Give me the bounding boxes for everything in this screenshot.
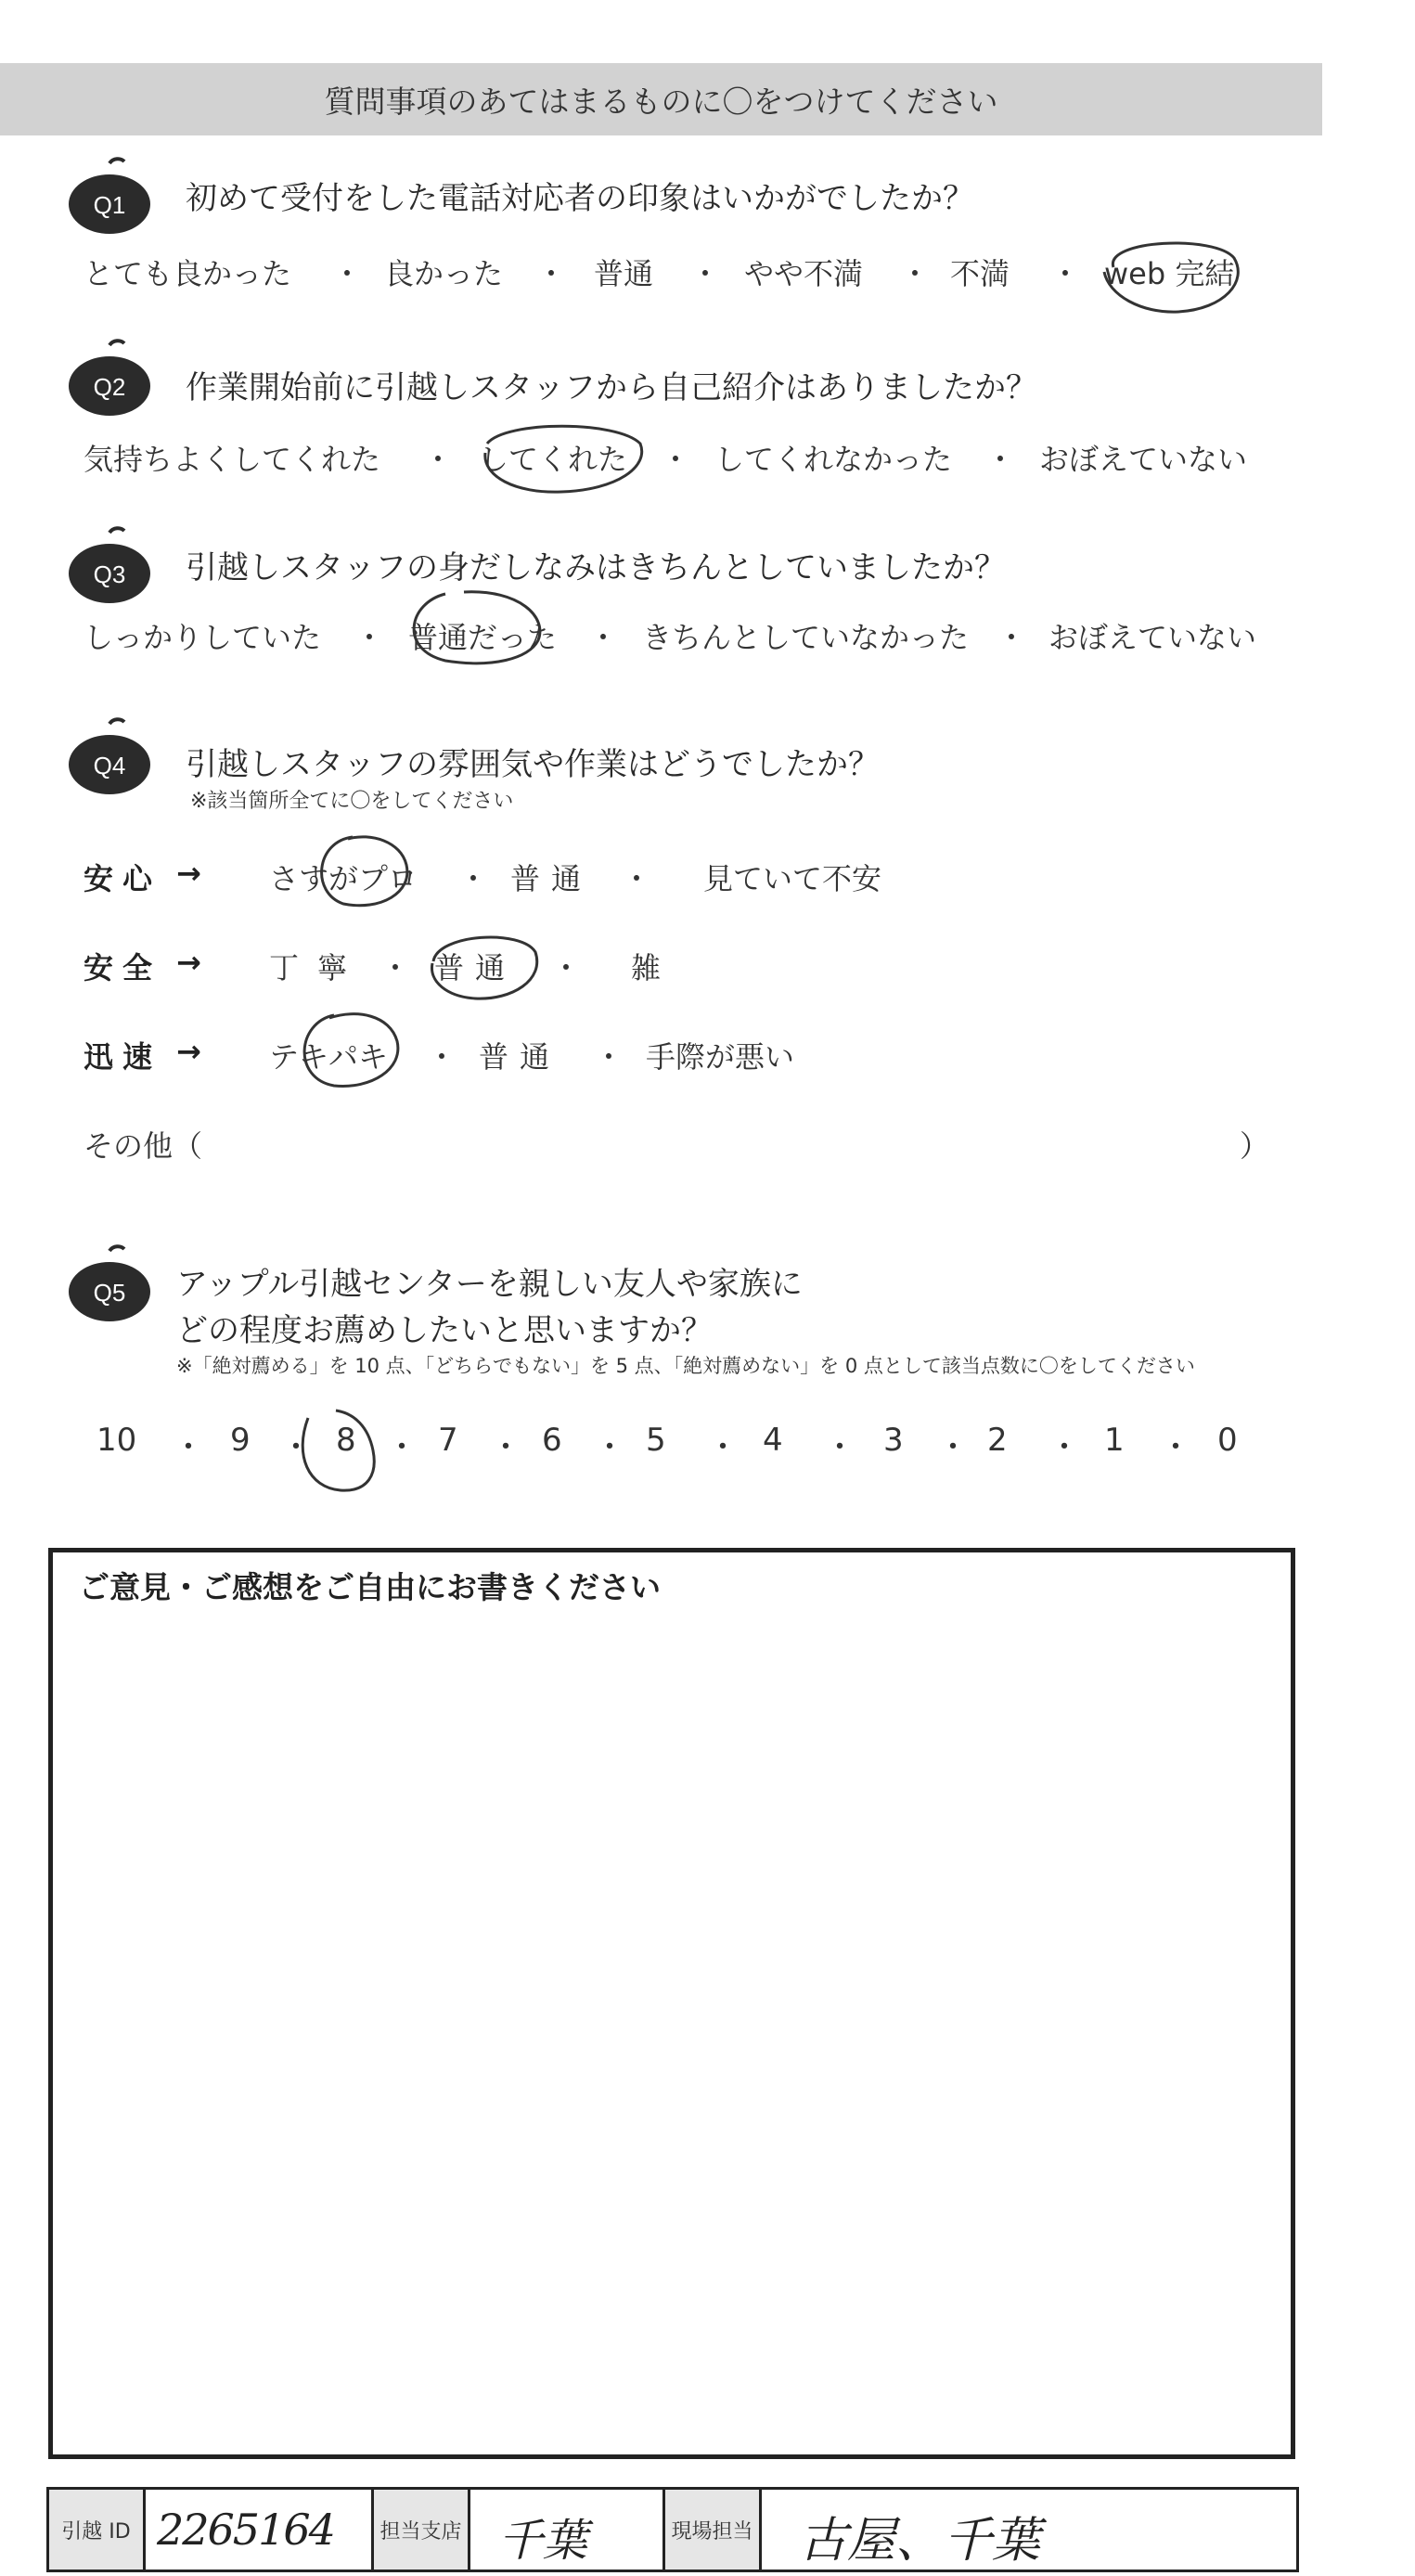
q1-option-1[interactable]: とても良かった bbox=[84, 256, 292, 291]
q4-anshin-option-1[interactable]: さすがプロ bbox=[269, 861, 418, 896]
q5-score-7[interactable]: 7 bbox=[438, 1422, 458, 1459]
q4-question: 引越しスタッフの雰囲気や作業はどうでしたか？ bbox=[186, 746, 880, 783]
q1-option-3[interactable]: 普通 bbox=[594, 256, 654, 291]
q1-separator: ・ bbox=[1050, 256, 1081, 291]
staff-label bbox=[665, 2490, 762, 2570]
q3-option-1[interactable]: しっかりしていた bbox=[84, 620, 322, 655]
q4-other-label: その他（ bbox=[84, 1128, 203, 1164]
q4-jinsoku-option-3[interactable]: 手際が悪い bbox=[646, 1039, 795, 1075]
comments-box[interactable] bbox=[48, 1548, 1295, 2459]
q4-separator: ・ bbox=[594, 1039, 624, 1075]
q4-row-jinsoku-label: 迅速 bbox=[84, 1039, 162, 1075]
q4-other-input[interactable] bbox=[223, 1119, 1225, 1160]
q2-option-1[interactable]: 気持ちよくしてくれた bbox=[84, 442, 381, 477]
q2-apple-icon bbox=[65, 338, 154, 419]
move-id-label bbox=[49, 2490, 146, 2570]
q4-row-anzen-arrow: → bbox=[176, 945, 201, 980]
move-id-value-cell bbox=[146, 2490, 374, 2570]
q5-separator: ・ bbox=[173, 1429, 204, 1466]
q4-note: ※該当箇所全てに〇をしてください bbox=[190, 790, 514, 813]
q4-anshin-option-2[interactable]: 普通 bbox=[510, 861, 593, 896]
q5-separator: ・ bbox=[594, 1429, 625, 1466]
q2-badge-label: Q2 bbox=[93, 373, 126, 401]
q3-question: 引越しスタッフの身だしなみはきちんとしていましたか？ bbox=[186, 549, 1006, 586]
instructions-title: 質問事項のあてはまるものに〇をつけてください bbox=[324, 83, 998, 120]
q5-separator: ・ bbox=[386, 1429, 418, 1466]
q1-badge-label: Q1 bbox=[93, 191, 126, 219]
q5-separator: ・ bbox=[280, 1429, 312, 1466]
q4-jinsoku-option-1[interactable]: テキパキ bbox=[269, 1039, 389, 1075]
q1-option-5[interactable]: 不満 bbox=[950, 256, 1010, 291]
q5-score-9[interactable]: 9 bbox=[230, 1422, 251, 1459]
q4-separator: ・ bbox=[458, 861, 489, 896]
q2-question: 作業開始前に引越しスタッフから自己紹介はありましたか？ bbox=[186, 369, 1037, 406]
q1-separator: ・ bbox=[332, 256, 363, 291]
q3-separator: ・ bbox=[354, 620, 385, 655]
q5-score-4[interactable]: 4 bbox=[763, 1422, 783, 1459]
q4-separator: ・ bbox=[427, 1039, 457, 1075]
branch-value-cell bbox=[470, 2490, 665, 2570]
q3-option-3[interactable]: きちんとしていなかった bbox=[642, 620, 970, 655]
staff-value: 古屋、千葉 bbox=[799, 2513, 1041, 2569]
q4-row-anzen-options bbox=[0, 945, 1322, 991]
q1-separator: ・ bbox=[536, 256, 567, 291]
q4-row-anzen-label: 安全 bbox=[84, 950, 162, 985]
staff-label-text: 現場担当 bbox=[671, 2519, 753, 2544]
q4-other-close: ） bbox=[1240, 1128, 1270, 1164]
q5-score-0[interactable]: 0 bbox=[1217, 1422, 1238, 1459]
q5-note: ※「絶対薦める」を 10 点、「どちらでもない」を 5 点、「絶対薦めない」を 0 点として該当点数に〇をしてください bbox=[176, 1355, 1195, 1377]
q1-separator: ・ bbox=[900, 256, 931, 291]
q3-options bbox=[0, 614, 1322, 661]
q4-separator: ・ bbox=[551, 950, 582, 985]
q1-question: 初めて受付をした電話対応者の印象はいかがでしたか？ bbox=[186, 180, 974, 217]
move-id-value: 2265164 bbox=[157, 2505, 334, 2555]
q4-apple-icon bbox=[65, 716, 154, 798]
q3-separator: ・ bbox=[588, 620, 619, 655]
q5-separator: ・ bbox=[490, 1429, 521, 1466]
q1-option-6[interactable]: web 完結 bbox=[1104, 256, 1235, 291]
branch-value: 千葉 bbox=[498, 2515, 588, 2567]
q1-option-2[interactable]: 良かった bbox=[384, 256, 504, 291]
q2-options bbox=[0, 436, 1322, 483]
q4-row-jinsoku-options bbox=[0, 1034, 1322, 1080]
q4-anzen-option-2[interactable]: 普通 bbox=[434, 950, 517, 985]
q5-score-3[interactable]: 3 bbox=[883, 1422, 904, 1459]
q2-separator: ・ bbox=[661, 442, 691, 477]
q5-separator: ・ bbox=[937, 1429, 969, 1466]
q5-score-5[interactable]: 5 bbox=[646, 1422, 666, 1459]
branch-label bbox=[374, 2490, 470, 2570]
q5-score-6[interactable]: 6 bbox=[542, 1422, 562, 1459]
instructions-header bbox=[0, 63, 1322, 135]
q4-badge-label: Q4 bbox=[93, 752, 126, 779]
q1-apple-icon bbox=[65, 156, 154, 238]
move-id-label-text: 引越 ID bbox=[61, 2519, 131, 2544]
q5-score-scale bbox=[0, 1422, 1322, 1477]
q4-separator: ・ bbox=[380, 950, 411, 985]
q5-question-line2: どの程度お薦めしたいと思いますか？ bbox=[176, 1312, 713, 1349]
q5-score-10[interactable]: 10 bbox=[96, 1422, 137, 1459]
q3-option-2[interactable]: 普通だった bbox=[408, 620, 558, 655]
q4-row-anshin-label: 安心 bbox=[84, 861, 162, 896]
staff-value-cell bbox=[762, 2490, 1296, 2570]
q3-badge-label: Q3 bbox=[93, 560, 126, 588]
footer-info-table bbox=[46, 2487, 1299, 2572]
q2-option-3[interactable]: してくれなかった bbox=[714, 442, 953, 477]
q5-apple-icon bbox=[65, 1243, 154, 1325]
q3-option-4[interactable]: おぼえていない bbox=[1048, 620, 1257, 655]
q4-anzen-option-3[interactable]: 雑 bbox=[631, 950, 662, 985]
q3-apple-icon bbox=[65, 525, 154, 607]
q4-row-jinsoku-arrow: → bbox=[176, 1034, 201, 1069]
q2-option-4[interactable]: おぼえていない bbox=[1039, 442, 1248, 477]
q1-options bbox=[0, 251, 1322, 297]
q5-separator: ・ bbox=[1160, 1429, 1191, 1466]
q5-badge-label: Q5 bbox=[93, 1279, 126, 1307]
q2-separator: ・ bbox=[423, 442, 454, 477]
q5-score-1[interactable]: 1 bbox=[1104, 1422, 1125, 1459]
q5-separator: ・ bbox=[824, 1429, 855, 1466]
q1-option-4[interactable]: やや不満 bbox=[744, 256, 864, 291]
q5-score-2[interactable]: 2 bbox=[987, 1422, 1008, 1459]
q4-anzen-option-1[interactable]: 丁寧 bbox=[269, 950, 367, 985]
q4-separator: ・ bbox=[622, 861, 652, 896]
q5-question-line1: アップル引越センターを親しい友人や家族に bbox=[176, 1266, 803, 1303]
q4-anshin-option-3[interactable]: 見ていて不安 bbox=[703, 861, 882, 896]
comments-label: ご意見・ご感想をご自由にお書きください bbox=[79, 1569, 661, 1605]
branch-label-text: 担当支店 bbox=[379, 2519, 462, 2544]
q1-separator: ・ bbox=[690, 256, 721, 291]
q2-option-2[interactable]: してくれた bbox=[479, 442, 628, 477]
q5-separator: ・ bbox=[707, 1429, 739, 1466]
q4-row-anshin-options bbox=[0, 856, 1322, 902]
q4-row-anshin-arrow: → bbox=[176, 856, 201, 891]
q2-separator: ・ bbox=[985, 442, 1016, 477]
q5-score-8[interactable]: 8 bbox=[336, 1422, 356, 1459]
q4-jinsoku-option-2[interactable]: 普通 bbox=[479, 1039, 561, 1075]
q3-separator: ・ bbox=[997, 620, 1027, 655]
q5-separator: ・ bbox=[1048, 1429, 1080, 1466]
